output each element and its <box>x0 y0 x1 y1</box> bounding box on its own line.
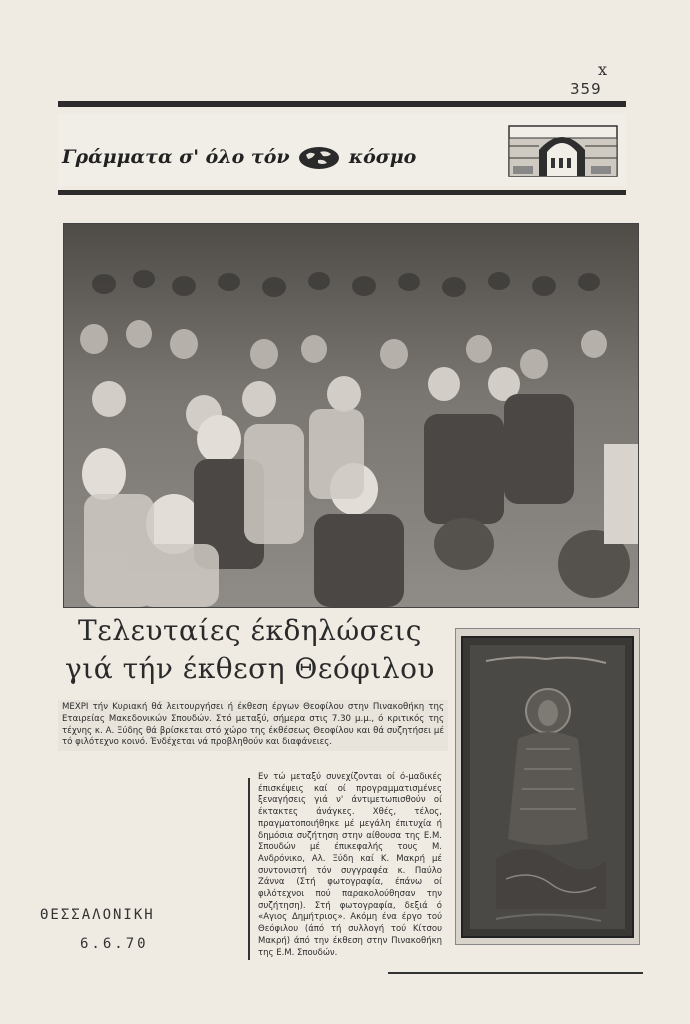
section-title-part1: Γράμματα σ' όλο τόν <box>62 146 290 168</box>
headline-line-2: γιά τήν έκθεση Θεόφιλου <box>65 652 435 685</box>
handwritten-corner-mark: x <box>598 60 608 79</box>
header-top-rule <box>58 101 626 107</box>
column-rule <box>248 778 250 960</box>
handwritten-city: ΘΕΣΣΑΛΟΝΙΚΗ <box>40 907 155 923</box>
headline-line-1: Τελευταίες έκδηλώσεις <box>78 614 422 647</box>
globe-icon <box>298 146 340 170</box>
article-headline <box>52 612 448 688</box>
audience-photo <box>63 223 639 608</box>
archway-icon <box>503 118 621 184</box>
bottom-rule <box>388 972 643 974</box>
header-bottom-rule <box>58 190 626 195</box>
audience-photo-drawing <box>64 224 638 607</box>
article-body-paragraph: Εν τώ μεταξύ συνεχίζονται οί ό-μαδικές έπισκέψεις καί οί προγραμματισμένες ξεναγήσεις γιά ν' άντιμετωπισθούν οί έκτακτες άνάγκες. Χθές, τέλος, πραγματοποιήθηκε μέ μεγάλη έπιτυχία ή δημόσια συζήτηση στην αίθουσα της Ε.Μ. Σπουδών μέ έπικεφαλής τους Μ. Ανδρόνικο, Αλ. Ξύδη καί Κ. Μακρή μέ συντονιστή τόν συγγραφέα κ. Παύλο Ζάννα (Στή φωτογραφία, έπάνω οί φιλότεχνοι πού παρακολούθησαν την συζήτηση). Στή φωτογραφία, δεξιά ό «Αγιος Δημήτριος». Ακόμη ένα έργο τού Θεόφιλου (άπό τή συλλογή τού Κίτσου Μακρή) άπό την έκθεση στην Πινακοθήκη της Ε.Μ. Σπουδών. <box>258 772 442 958</box>
section-title <box>62 146 416 170</box>
section-title-part2: κόσμο <box>348 146 417 168</box>
handwritten-page-number: 359 <box>570 80 602 98</box>
saint-demetrios-painting <box>455 628 640 945</box>
article-lead-paragraph: ΜΕΧΡΙ τήν Κυριακή θά λειτουργήσει ή έκθεση έργων Θεοφίλου στην Πινακοθήκη της Εταιρείας Μακεδονικών Σπουδών. Στό μεταξύ, σήμερα στις 7.30 μ.μ., ό κριτικός της τέχνης κ. Α. Ξύδης θά βρίσκεται στό χώρο της έκθέσεως Θεοφίλου και θά συζητήσει μέ τό φιλότεχνο κοινό. Ένδέχεται νά προβληθούν και διαφάνειες. <box>58 700 448 751</box>
handwritten-date: 6.6.70 <box>80 936 149 952</box>
saint-demetrios-drawing <box>456 629 639 944</box>
